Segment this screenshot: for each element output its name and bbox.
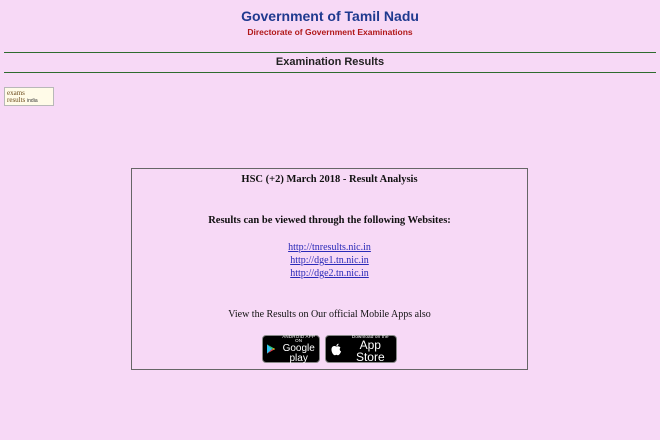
- link-dge1[interactable]: http://dge1.tn.nic.in: [290, 255, 369, 266]
- app-badges: [132, 335, 527, 363]
- directorate-title: Directorate of Government Examinations: [247, 27, 413, 37]
- logo-line2: results india: [7, 96, 38, 104]
- section-title: Examination Results: [275, 56, 385, 68]
- google-play-big-text: Google play: [282, 342, 315, 364]
- app-store-small-text: Download on the: [351, 333, 389, 339]
- panel-title: HSC (+2) March 2018 - Result Analysis: [241, 174, 418, 185]
- link-tnresults[interactable]: http://tnresults.nic.in: [288, 242, 371, 253]
- bottom-divider: [4, 72, 656, 73]
- government-title: Government of Tamil Nadu: [241, 8, 419, 24]
- logo-line2-small: india: [27, 98, 38, 104]
- panel-subtitle: Results can be viewed through the following Websites:: [208, 215, 451, 226]
- app-store-big-text: App Store: [355, 338, 385, 365]
- result-links: [132, 241, 527, 280]
- link-dge2[interactable]: http://dge2.tn.nic.in: [290, 268, 369, 279]
- google-play-icon: [267, 343, 275, 355]
- page-header: [0, 0, 660, 38]
- exams-results-india-logo[interactable]: [4, 87, 54, 106]
- apple-icon: [331, 343, 342, 356]
- google-play-small-text: ANDROID APP ON: [282, 333, 316, 343]
- google-play-badge[interactable]: [262, 335, 320, 363]
- result-analysis-panel: [131, 168, 528, 370]
- top-divider: [4, 52, 656, 53]
- logo-line1: exams: [7, 89, 25, 97]
- app-store-badge[interactable]: [325, 335, 397, 363]
- mobile-apps-text: View the Results on Our official Mobile Apps also: [228, 309, 431, 320]
